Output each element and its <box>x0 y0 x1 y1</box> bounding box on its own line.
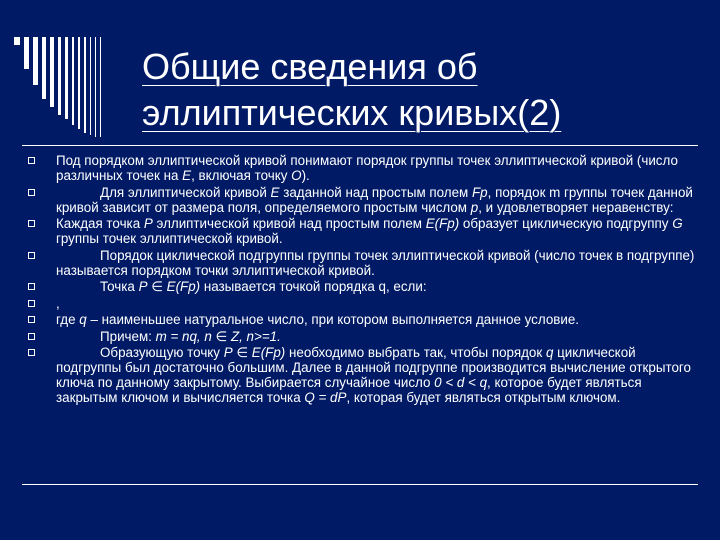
bullet-text: заданной над простым полем <box>279 184 472 200</box>
bullet-text: эллиптической кривой над простым полем <box>152 216 426 231</box>
title-line-2: эллиптических кривых(2) <box>142 92 562 133</box>
bullet-text: P <box>138 279 148 294</box>
bullet-text: Порядок циклической подгруппы группы точек эллиптической кривой (число точек в подгруппе) называется порядком точки эллиптической кривой. <box>56 247 695 278</box>
top-divider <box>22 145 698 146</box>
bullet-item <box>26 329 702 344</box>
square-bullet-icon <box>28 252 35 259</box>
bullet-text: циклической подгруппы был достаточно большим. Далее в данной подгруппе производится вычисление открытого ключа по данному закрытому. Выбирается случайное число <box>56 345 691 390</box>
bullet-text: ). <box>301 168 310 183</box>
bullet-text: p <box>470 199 479 215</box>
bullet-item <box>26 216 702 246</box>
square-bullet-icon <box>28 333 35 340</box>
bullet-text: q <box>545 345 554 360</box>
title-line-1: Общие сведения об <box>142 46 478 87</box>
bullet-text: – наименьшее натуральное число, при котором выполняется данное условие. <box>86 312 580 327</box>
bullet-list <box>26 153 702 407</box>
bullet-text: Q = dP <box>304 390 347 405</box>
bullet-text: P <box>143 216 153 231</box>
bullet-text: Точка <box>100 279 139 294</box>
square-bullet-icon <box>28 189 35 196</box>
bullet-text: , и удовлетворяет неравенству: <box>478 199 674 215</box>
bullet-text: G <box>672 216 683 231</box>
decorative-stripes <box>14 37 124 137</box>
bullet-text: E <box>182 168 192 183</box>
slide-title <box>142 44 702 136</box>
bullet-item <box>26 248 702 278</box>
bullet-text: Для эллиптической кривой <box>100 184 271 200</box>
bullet-item <box>26 279 702 294</box>
bullet-text: Под порядком эллиптической кривой понимают порядок группы точек эллиптической кривой (число различных точек на <box>56 153 678 183</box>
bullet-text: образует циклическую подгруппу <box>459 216 673 231</box>
bullet-text: Каждая точка <box>56 216 144 231</box>
bullet-item <box>26 153 702 183</box>
bullet-text: O <box>291 168 302 183</box>
bullet-text: E(Fp) <box>251 345 286 360</box>
bottom-divider <box>22 484 698 485</box>
bullet-text: , порядок m группы точек данной кривой зависит от размера поля, определяемого простым числом <box>56 184 693 215</box>
bullet-text: , включая точку <box>191 168 292 183</box>
bullet-text: Причем: <box>100 328 156 344</box>
square-bullet-icon <box>28 349 35 356</box>
square-bullet-icon <box>28 283 35 290</box>
bullet-text: m = nq, n <box>155 328 212 344</box>
square-bullet-icon <box>28 316 35 323</box>
bullet-item <box>26 296 702 311</box>
square-bullet-icon <box>28 157 35 164</box>
bullet-text: необходимо выбрать так, чтобы порядок <box>285 345 546 360</box>
bullet-text: P <box>223 345 233 360</box>
bullet-text: 0 < d < q <box>434 375 488 390</box>
bullet-text: где <box>56 312 80 327</box>
bullet-text: Образующую точку <box>100 345 224 360</box>
bullet-text: ∈ <box>211 328 231 344</box>
bullet-text: , которая будет являться открытым ключом. <box>346 390 621 405</box>
bullet-text: называется точкой порядка q, если: <box>200 279 427 294</box>
square-bullet-icon <box>28 300 35 307</box>
bullet-text: E(Fp) <box>166 279 201 294</box>
bullet-text: ∈ <box>232 345 252 360</box>
bullet-text: Fp <box>471 184 488 200</box>
bullet-text: , которое будет являться закрытым ключом и вычисляется точка <box>56 375 642 405</box>
bullet-text: q <box>79 312 87 327</box>
bullet-text: группы точек эллиптической кривой. <box>56 231 283 246</box>
bullet-text: Z, n>=1. <box>230 328 281 344</box>
bullet-item <box>26 185 702 215</box>
bullet-text: , <box>56 295 60 311</box>
bullet-text: E(Fp) <box>425 216 460 231</box>
bullet-text: E <box>270 184 280 200</box>
square-bullet-icon <box>28 220 35 227</box>
bullet-item <box>26 345 702 405</box>
bullet-text: ∈ <box>147 279 167 294</box>
bullet-item <box>26 312 702 327</box>
